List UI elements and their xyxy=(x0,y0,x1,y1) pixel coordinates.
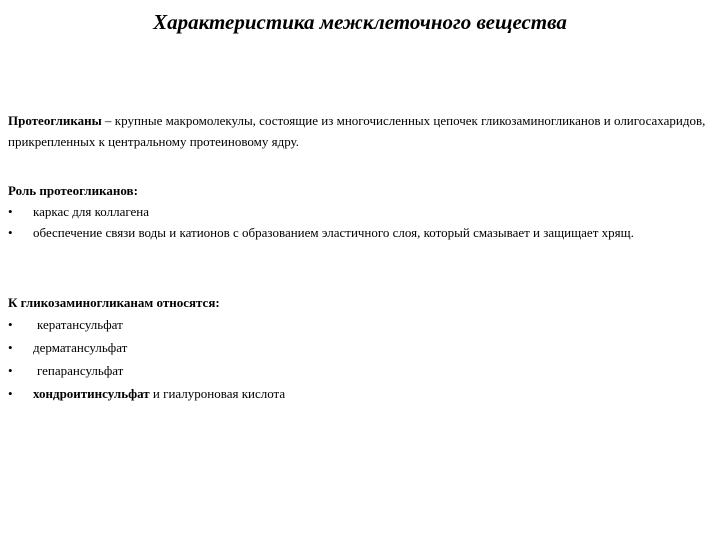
definition-term: Протеогликаны xyxy=(8,113,102,128)
bullet-icon: • xyxy=(8,204,13,219)
roles-list xyxy=(8,201,708,243)
definition-text: – крупные макромолекулы, состоящие из многочисленных цепочек гликозаминогликанов и олигосахаридов, прикрепленных к центральному протеиновому ядру. xyxy=(8,113,706,149)
list-item-text: каркас для коллагена xyxy=(33,204,150,219)
bullet-icon: • xyxy=(8,363,13,378)
list-item xyxy=(8,201,708,222)
list-item-text: дерматансульфат xyxy=(33,340,128,355)
gag-list xyxy=(8,313,708,405)
list-item-text: обеспечение связи воды и катионов с образованием эластичного слоя, который смазывает и защищает хрящ. xyxy=(33,225,634,240)
slide-title: Характеристика межклеточного вещества xyxy=(153,10,567,34)
bullet-icon: • xyxy=(8,225,13,240)
gag-heading: К гликозаминогликанам относятся: xyxy=(8,295,220,310)
bullet-icon: • xyxy=(8,317,13,332)
gag-section xyxy=(8,292,708,405)
list-item-text: и гиалуроновая кислота xyxy=(149,386,286,401)
definition-paragraph xyxy=(8,110,708,152)
list-item xyxy=(8,313,708,336)
bullet-icon: • xyxy=(8,340,13,355)
list-item xyxy=(8,336,708,359)
list-item-text: кератансульфат xyxy=(37,317,123,332)
roles-section xyxy=(8,180,708,243)
list-item xyxy=(8,382,708,405)
list-item xyxy=(8,222,708,243)
list-item-bold-text: хондроитинсульфат xyxy=(33,386,150,401)
list-item-text: гепарансульфат xyxy=(37,363,124,378)
roles-heading: Роль протеогликанов: xyxy=(8,183,138,198)
list-item xyxy=(8,359,708,382)
bullet-icon: • xyxy=(8,386,13,401)
